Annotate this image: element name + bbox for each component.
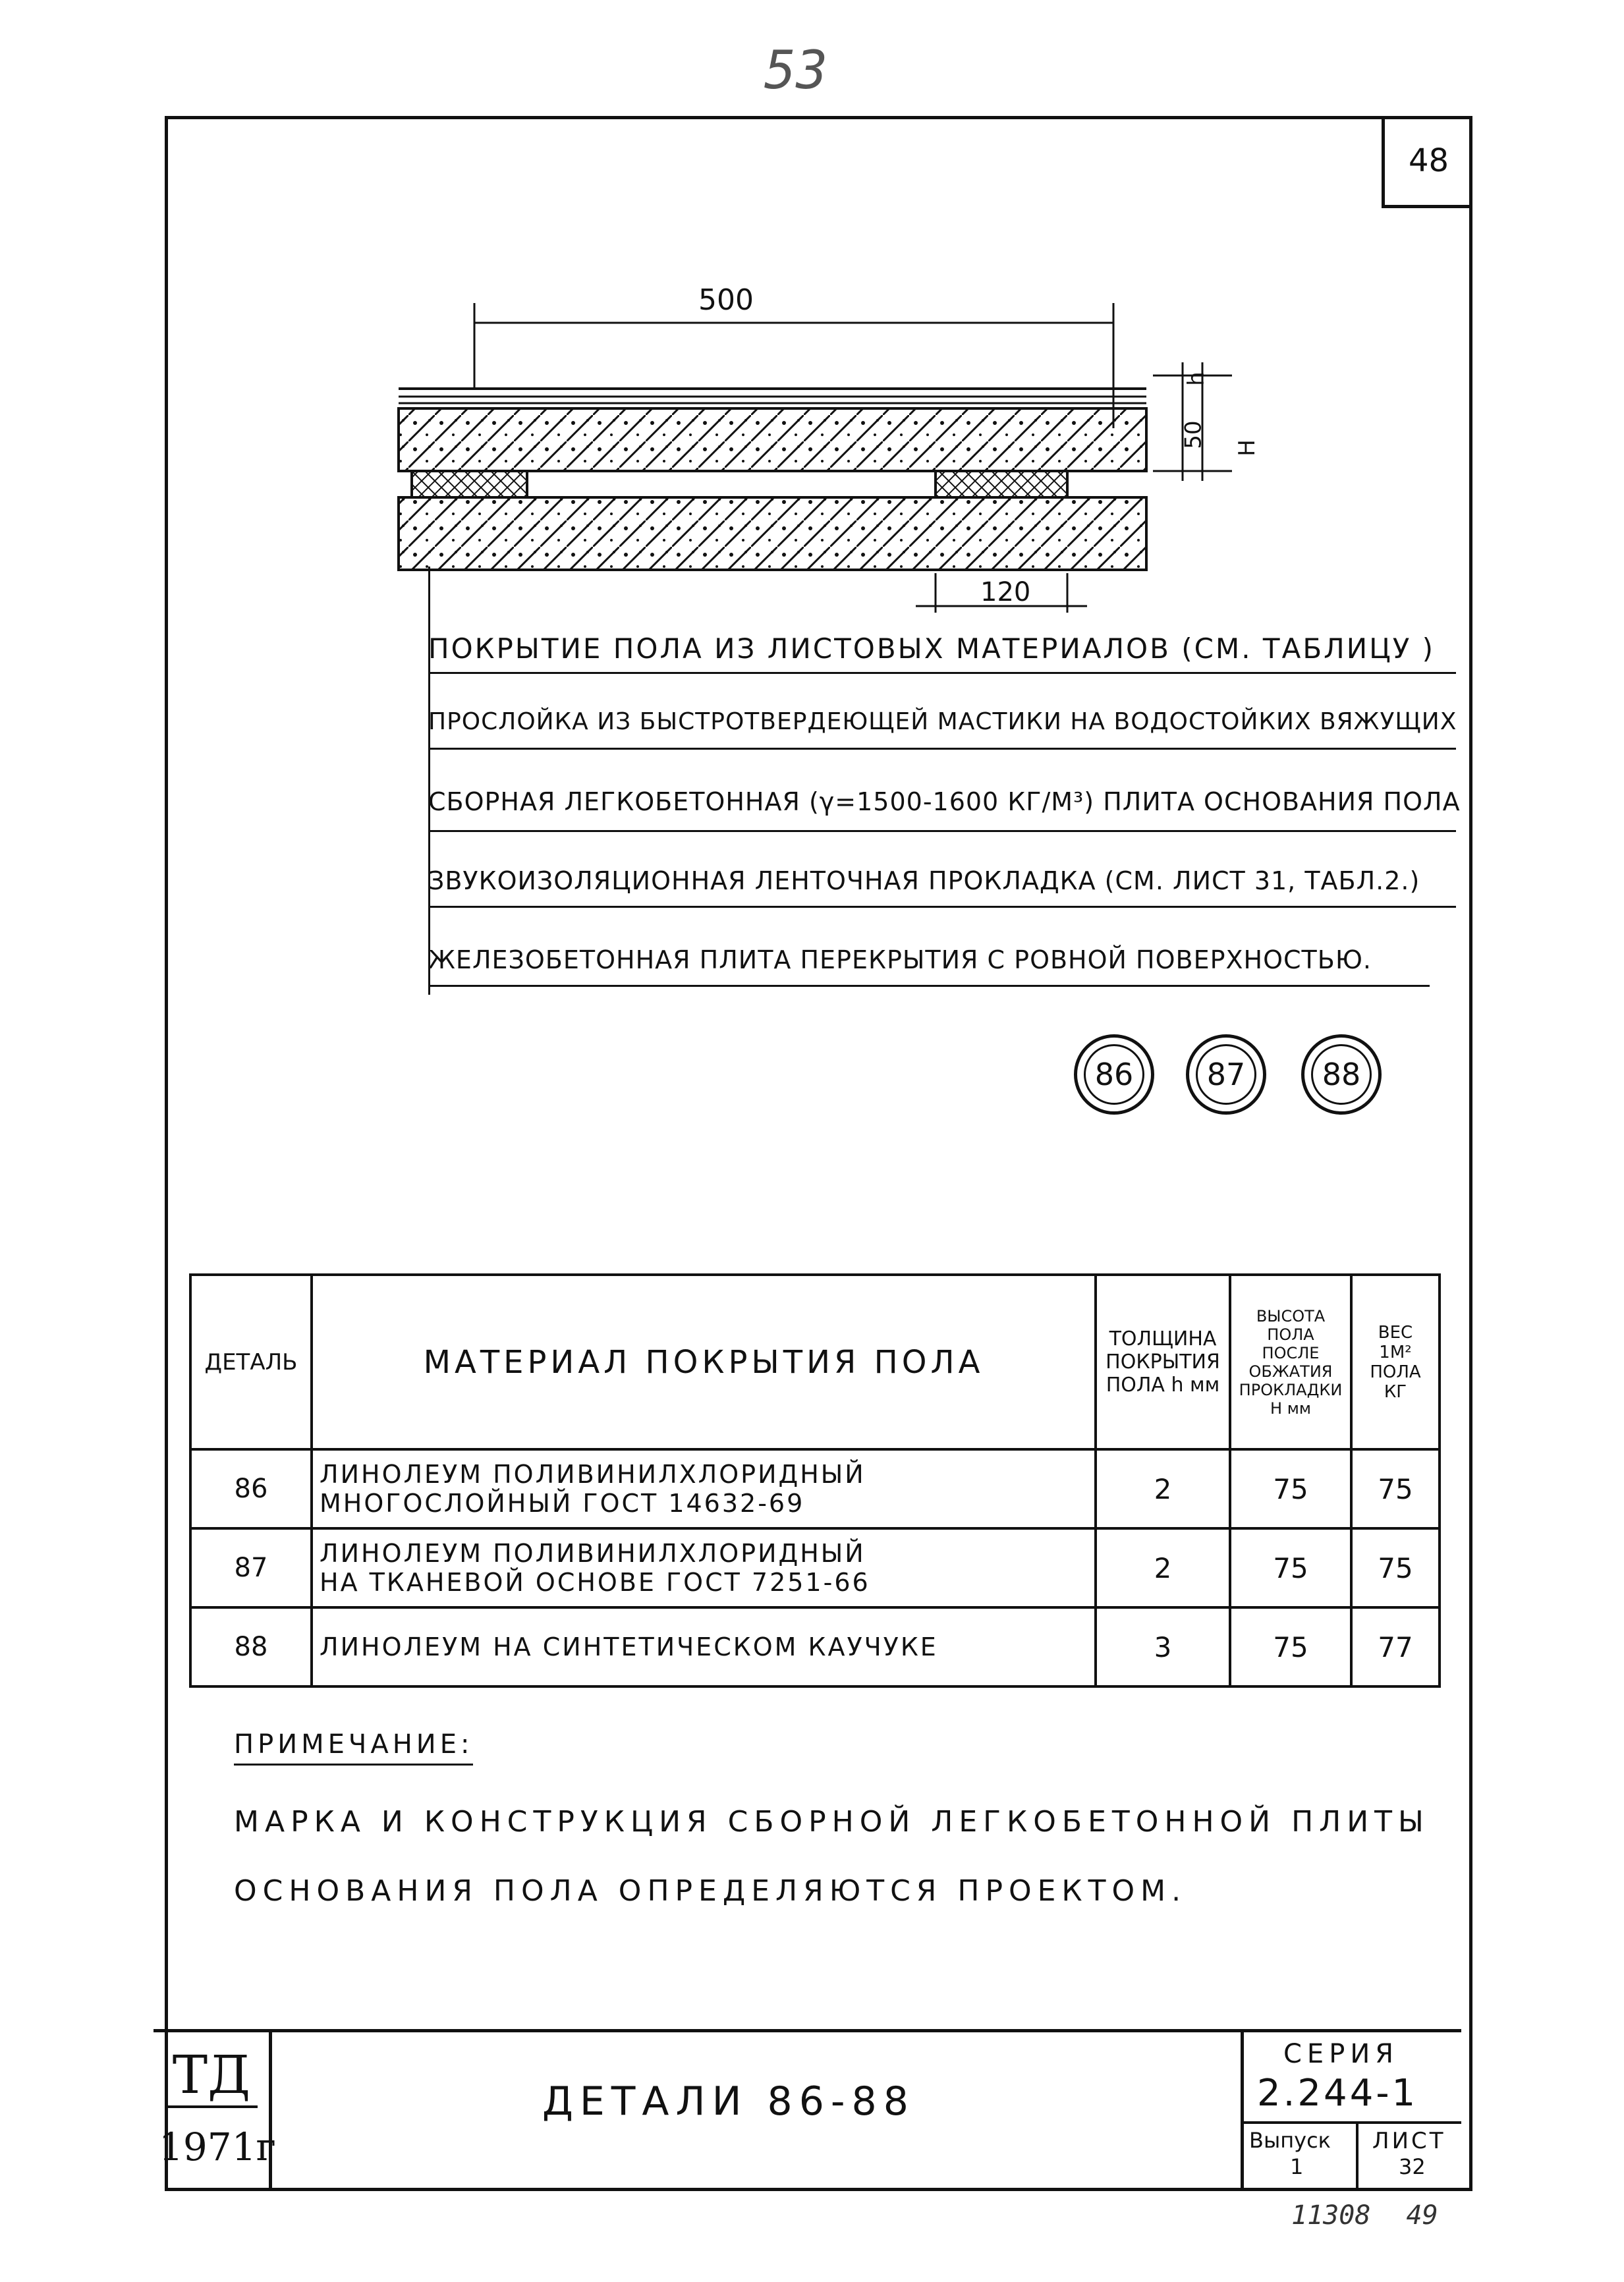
- detail-mark-86: [1074, 1034, 1154, 1115]
- logo-td: ТД: [165, 2044, 258, 2108]
- note-title: ПРИМЕЧАНИЕ:: [234, 1729, 473, 1766]
- series-label: СЕРИЯ: [1283, 2039, 1399, 2069]
- cell-detail: 87: [190, 1528, 312, 1607]
- issue-value: 1: [1290, 2154, 1304, 2179]
- material-line-1: ЛИНОЛЕУМ ПОЛИВИНИЛХЛОРИДНЫЙ: [320, 1539, 866, 1568]
- page-mark: 53: [764, 40, 828, 101]
- legend-rule-2: [428, 748, 1456, 750]
- cell-thickness: 2: [1096, 1449, 1230, 1528]
- detail-mark-88: [1301, 1034, 1382, 1115]
- series-cell: [1241, 2032, 1461, 2191]
- legend-line-1: ПОКРЫТИЕ ПОЛА ИЗ ЛИСТОВЫХ МАТЕРИАЛОВ (СМ. ТАБЛИЦУ ): [428, 632, 1436, 665]
- detail-mark-87-label: 87: [1206, 1057, 1246, 1092]
- logo-cell: [154, 2032, 276, 2191]
- table-row: [190, 1528, 1440, 1607]
- col-detail: ДЕТАЛЬ: [190, 1275, 312, 1449]
- cell-detail: 88: [190, 1607, 312, 1686]
- material-line-2: МНОГОСЛОЙНЫЙ ГОСТ 14632-69: [320, 1489, 805, 1518]
- dim-H-label: H: [1233, 439, 1260, 457]
- dim-50-label: 50: [1180, 420, 1207, 449]
- legend-line-5: ЖЕЛЕЗОБЕТОННАЯ ПЛИТА ПЕРЕКРЫТИЯ С РОВНОЙ ПОВЕРХНОСТЬЮ.: [428, 945, 1372, 974]
- legend-line-3: СБОРНАЯ ЛЕГКОБЕТОННАЯ (γ=1500-1600 КГ/М³) ПЛИТА ОСНОВАНИЯ ПОЛА: [428, 787, 1461, 816]
- detail-mark-87: [1186, 1034, 1266, 1115]
- col-material: МАТЕРИАЛ ПОКРЫТИЯ ПОЛА: [312, 1275, 1096, 1449]
- legend-rule-1: [428, 672, 1456, 674]
- legend-rule-4: [428, 906, 1456, 908]
- col-thickness: ТОЛЩИНА ПОКРЫТИЯ ПОЛА h мм: [1096, 1275, 1230, 1449]
- legend-rule-3: [428, 830, 1456, 832]
- note-line-1: МАРКА И КОНСТРУКЦИЯ СБОРНОЙ ЛЕГКОБЕТОННОЙ ПЛИТЫ: [234, 1805, 1430, 1839]
- table-header-row: [190, 1275, 1440, 1449]
- dim-500-label: 500: [698, 283, 754, 317]
- floor-section-drawing: [382, 283, 1304, 619]
- cell-height: 75: [1230, 1528, 1351, 1607]
- leader-bracket: [428, 567, 430, 995]
- issue-label: Выпуск: [1249, 2128, 1331, 2153]
- legend-rule-5: [428, 985, 1430, 987]
- sheet-number: 48: [1382, 116, 1472, 208]
- table-row: [190, 1449, 1440, 1528]
- title-block: [154, 2029, 1461, 2191]
- note-line-2: ОСНОВАНИЯ ПОЛА ОПРЕДЕЛЯЮТСЯ ПРОЕКТОМ.: [234, 1874, 1187, 1908]
- details-table: [189, 1273, 1441, 1688]
- cell-material: [312, 1528, 1096, 1607]
- drawing-title: ДЕТАЛИ 86-88: [542, 2078, 915, 2125]
- detail-mark-86-label: 86: [1094, 1057, 1134, 1092]
- cell-weight: 75: [1351, 1528, 1440, 1607]
- sheet-label: ЛИСТ: [1372, 2128, 1446, 2154]
- dim-120-label: 120: [980, 577, 1031, 607]
- cell-material: [312, 1607, 1096, 1686]
- detail-mark-88-label: 88: [1322, 1057, 1361, 1092]
- legend-line-2: ПРОСЛОЙКА ИЗ БЫСТРОТВЕРДЕЮЩЕЙ МАСТИКИ НА ВОДОСТОЙКИХ ВЯЖУЩИХ: [428, 708, 1457, 735]
- cell-material: [312, 1449, 1096, 1528]
- sheet-value: 32: [1399, 2154, 1426, 2179]
- material-line-1: ЛИНОЛЕУМ ПОЛИВИНИЛХЛОРИДНЫЙ: [320, 1460, 866, 1489]
- material-line-2: НА ТКАНЕВОЙ ОСНОВЕ ГОСТ 7251-66: [320, 1568, 870, 1597]
- cell-thickness: 2: [1096, 1528, 1230, 1607]
- logo-year: 1971г: [159, 2125, 276, 2169]
- legend-line-4: ЗВУКОИЗОЛЯЦИОННАЯ ЛЕНТОЧНАЯ ПРОКЛАДКА (СМ. ЛИСТ 31, ТАБЛ.2.): [428, 866, 1420, 895]
- series-value: 2.244-1: [1257, 2072, 1418, 2115]
- cell-thickness: 3: [1096, 1607, 1230, 1686]
- cell-weight: 77: [1351, 1607, 1440, 1686]
- table-row: [190, 1607, 1440, 1686]
- material-line-1: ЛИНОЛЕУМ НА СИНТЕТИЧЕСКОМ КАУЧУКЕ: [320, 1632, 938, 1661]
- issue-sheet-divider: [1356, 2121, 1358, 2191]
- series-divider: [1244, 2121, 1461, 2124]
- col-height: ВЫСОТА ПОЛА ПОСЛЕ ОБЖАТИЯ ПРОКЛАДКИ H мм: [1230, 1275, 1351, 1449]
- col-weight: ВЕС 1М² ПОЛА КГ: [1351, 1275, 1440, 1449]
- cell-weight: 75: [1351, 1449, 1440, 1528]
- dim-h-label: h: [1183, 372, 1210, 386]
- cell-height: 75: [1230, 1607, 1351, 1686]
- cell-detail: 86: [190, 1449, 312, 1528]
- footer-marks: 11308 49: [1291, 2200, 1438, 2231]
- cell-height: 75: [1230, 1449, 1351, 1528]
